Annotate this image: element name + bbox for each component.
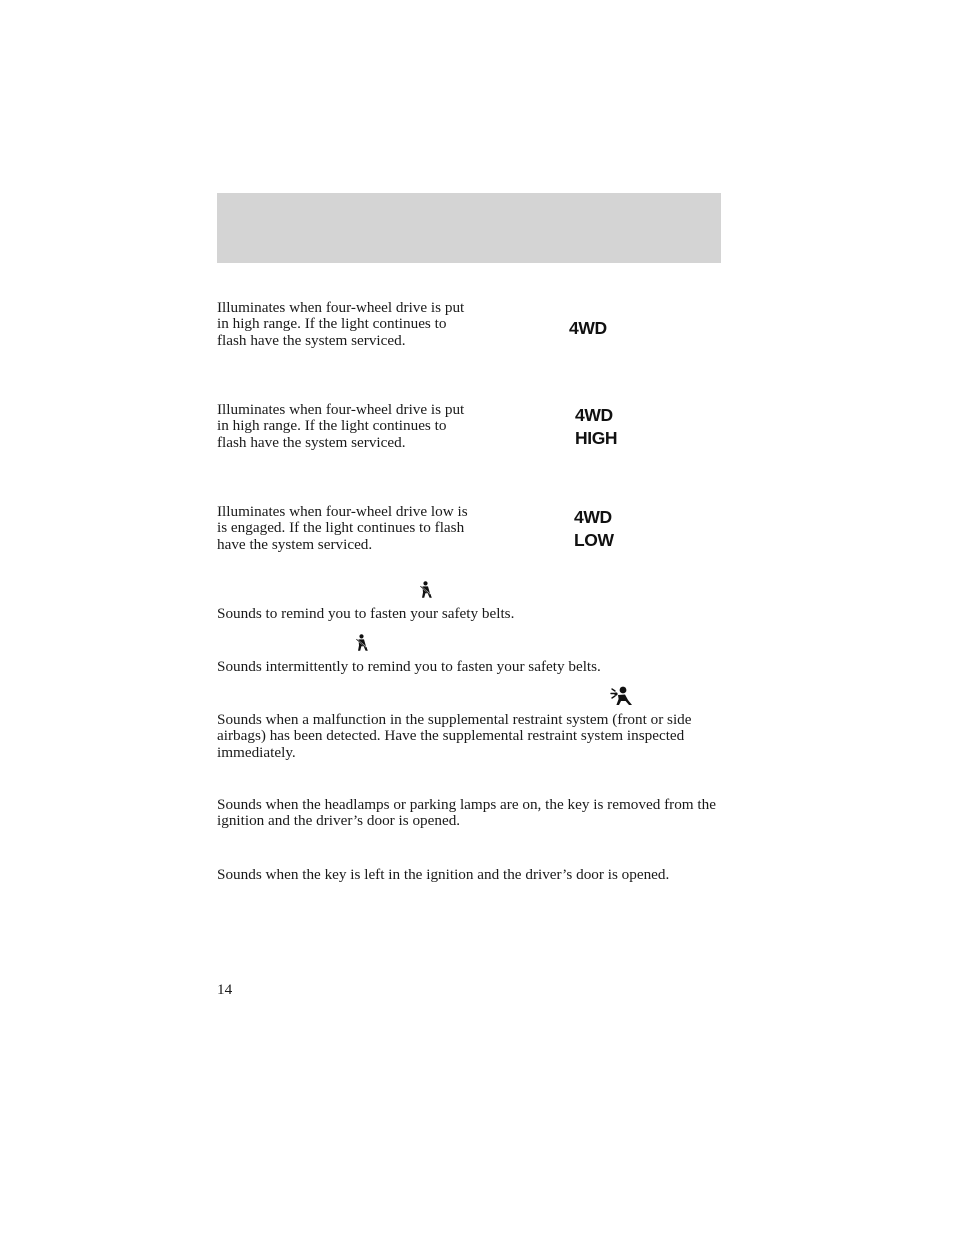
key-chime-description: Sounds when the key is left in the ignition and the driver’s door is opened. xyxy=(217,866,670,883)
seatbelt-icon xyxy=(418,581,433,599)
seatbelt-icon xyxy=(354,634,369,652)
four-wd-high-description: Illuminates when four-wheel drive is put in high range. If the light continues to flash have the system serviced. xyxy=(217,401,465,451)
four-wd-description: Illuminates when four-wheel drive is put in high range. If the light continues to flash have the system serviced. xyxy=(217,299,465,349)
four-wd-indicator-text: 4WD xyxy=(569,318,607,338)
page-number: 14 xyxy=(217,981,233,998)
safety-belt-chime-description: Sounds to remind you to fasten your safety belts. xyxy=(217,605,515,622)
four-wd-low-description: Illuminates when four-wheel drive low is is engaged. If the light continues to flash have the system serviced. xyxy=(217,503,468,553)
four-wd-low-indicator-line2: LOW xyxy=(574,530,614,550)
four-wd-high-indicator-line1: 4WD xyxy=(575,405,613,425)
airbag-icon xyxy=(610,686,634,706)
airbag-chime-description: Sounds when a malfunction in the supplemental restraint system (front or side airbags) has been detected. Have the supplemental restraint system inspected immediately. xyxy=(217,711,692,761)
four-wd-low-indicator xyxy=(574,506,614,552)
four-wd-indicator xyxy=(569,317,607,340)
header-band xyxy=(217,193,721,263)
headlamps-chime-description: Sounds when the headlamps or parking lamps are on, the key is removed from the ignition and the driver’s door is opened. xyxy=(217,796,716,830)
four-wd-high-indicator xyxy=(575,404,617,450)
four-wd-low-indicator-line1: 4WD xyxy=(574,507,612,527)
safety-belt-intermittent-description: Sounds intermittently to remind you to fasten your safety belts. xyxy=(217,658,601,675)
four-wd-high-indicator-line2: HIGH xyxy=(575,428,618,448)
